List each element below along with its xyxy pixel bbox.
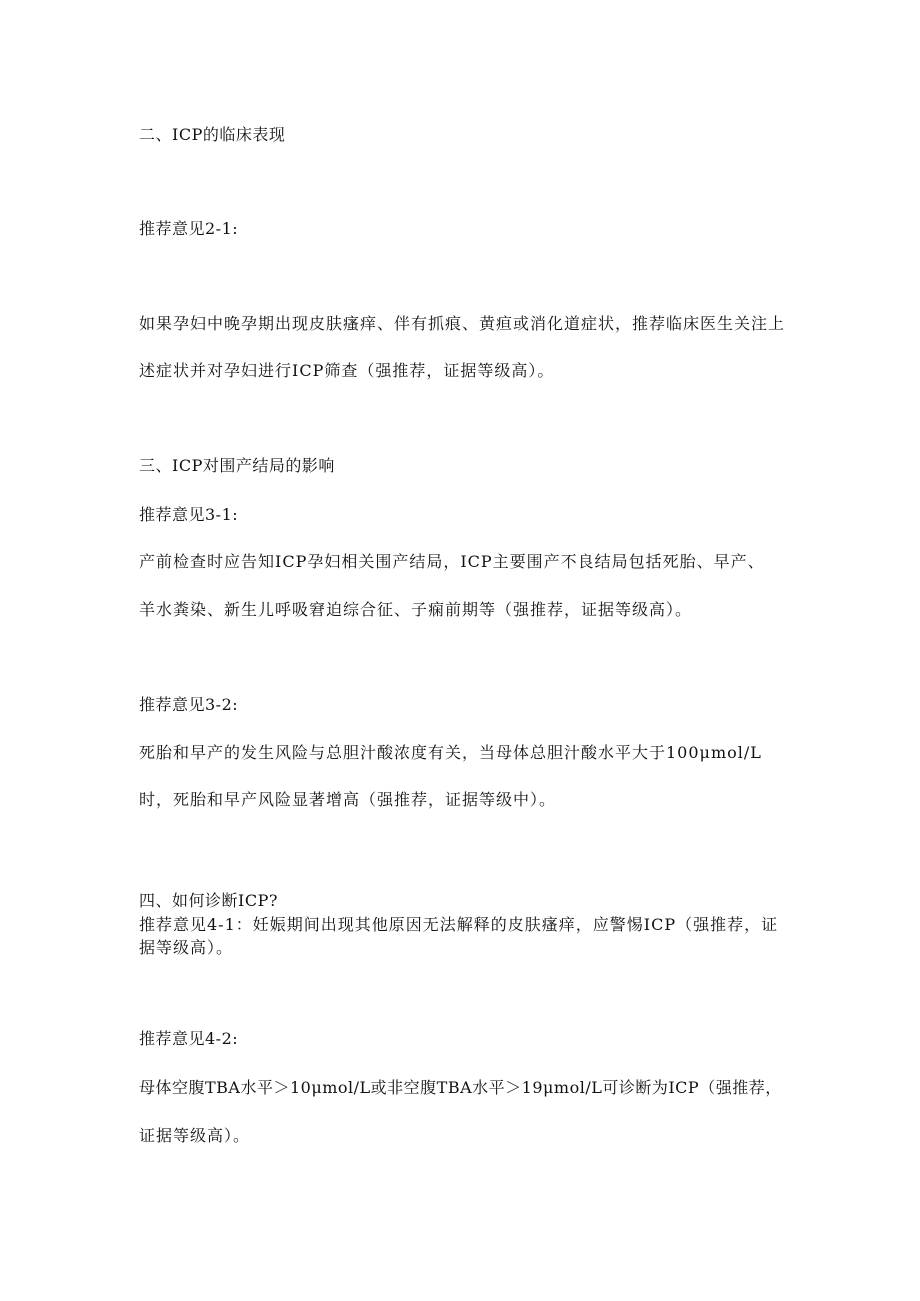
rec-3-2-line-1: 死胎和早产的发生风险与总胆汁酸浓度有关，当母体总胆汁酸水平大于100μmol/L bbox=[139, 743, 762, 762]
rec-4-2-line-1: 母体空腹TBA水平＞10μmol/L或非空腹TBA水平＞19μmol/L可诊断为ICP（强推荐， bbox=[139, 1078, 782, 1097]
rec-4-2-line-2: 证据等级高）。 bbox=[139, 1126, 251, 1145]
section-2-heading: 二、ICP的临床表现 bbox=[139, 125, 286, 144]
section-3-heading: 三、ICP对围产结局的影响 bbox=[139, 456, 335, 475]
rec-2-1-line-2: 述症状并对孕妇进行ICP筛查（强推荐，证据等级高）。 bbox=[139, 361, 555, 380]
rec-3-2-line-2: 时，死胎和早产风险显著增高（强推荐，证据等级中）。 bbox=[139, 790, 557, 809]
rec-3-1-line-2: 羊水粪染、新生儿呼吸窘迫综合征、子痫前期等（强推荐，证据等级高）。 bbox=[139, 600, 693, 619]
rec-3-2-label: 推荐意见3-2: bbox=[139, 695, 239, 714]
rec-4-1-line-2: 据等级高）。 bbox=[139, 938, 234, 957]
rec-4-1-line-1: 推荐意见4-1：妊娠期间出现其他原因无法解释的皮肤瘙痒，应警惕ICP（强推荐，证 bbox=[139, 915, 779, 934]
rec-2-1-label: 推荐意见2-1: bbox=[139, 219, 239, 238]
rec-2-1-line-1: 如果孕妇中晚孕期出现皮肤瘙痒、伴有抓痕、黄疸或消化道症状，推荐临床医生关注上 bbox=[139, 314, 786, 333]
rec-4-2-label: 推荐意见4-2: bbox=[139, 1029, 239, 1048]
section-4-heading: 四、如何诊断ICP? bbox=[139, 891, 278, 910]
rec-3-1-label: 推荐意见3-1: bbox=[139, 505, 239, 524]
rec-3-1-line-1: 产前检查时应告知ICP孕妇相关围产结局，ICP主要围产不良结局包括死胎、早产、 bbox=[139, 552, 765, 571]
